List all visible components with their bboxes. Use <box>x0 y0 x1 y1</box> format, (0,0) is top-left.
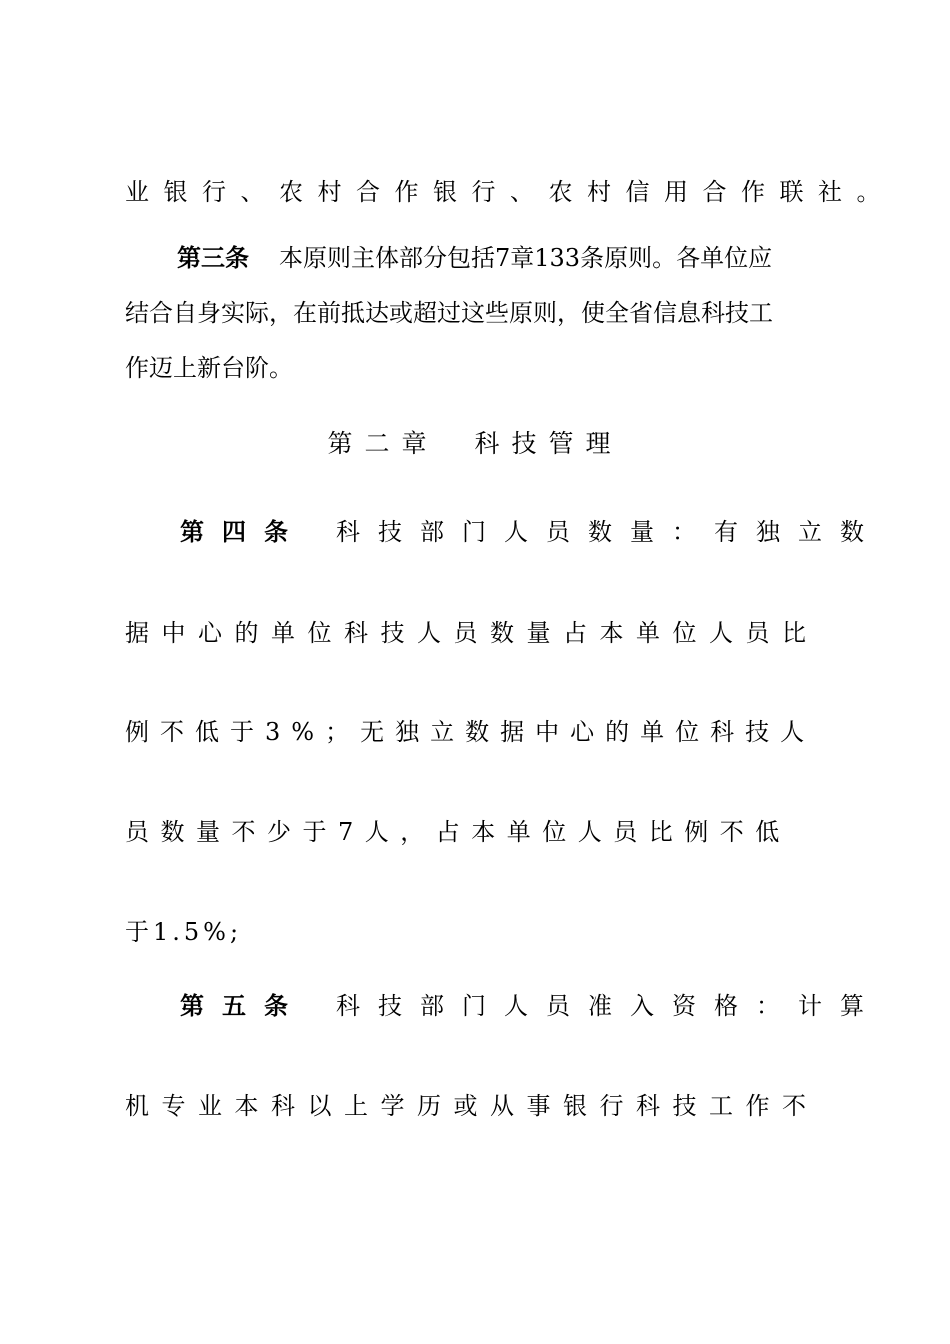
article-5-line-1 <box>180 990 882 1022</box>
article-4-label: 第四条 <box>180 517 306 546</box>
article-4-text-5: 于1.5%; <box>125 918 243 946</box>
article-5-text-2: 机专业本科以上学历或从事银行科技工作不 <box>125 1092 819 1120</box>
article-3-line-2 <box>125 297 825 329</box>
article-4-line-1 <box>180 516 882 548</box>
article-4-text-1: 科技部门人员数量：有独立数 <box>336 518 882 546</box>
article-3-text-3: 作迈上新台阶。 <box>125 354 293 382</box>
article-5-label: 第五条 <box>180 991 306 1020</box>
article-3-text-2: 结合自身实际，在前抵达或超过这些原则，使全省信息科技工 <box>125 299 773 327</box>
chapter-name: 科技管理 <box>474 429 623 458</box>
article-3-line-1 <box>177 242 827 274</box>
article-4-text-4: 员数量不少于7人，占本单位人员比例不低 <box>125 818 791 846</box>
text-line-1 <box>125 176 895 208</box>
article-4-line-3 <box>125 716 815 748</box>
article-3-line-3 <box>125 352 815 384</box>
article-4-text-3: 例不低于3%；无独立数据中心的单位科技人 <box>125 718 816 746</box>
article-3-label: 第三条 <box>177 243 249 272</box>
article-4-line-2 <box>125 617 819 649</box>
article-5-text-1: 科技部门人员准入资格：计算 <box>336 992 882 1020</box>
article-3-text-1: 本原则主体部分包括7章133条原则。各单位应 <box>279 244 773 272</box>
article-4-line-5 <box>125 916 815 948</box>
paragraph-continuation: 业银行、农村合作银行、农村信用合作联社。 <box>125 178 895 206</box>
chapter-heading <box>0 428 950 460</box>
article-5-line-2 <box>125 1090 819 1122</box>
article-4-text-2: 据中心的单位科技人员数量占本单位人员比 <box>125 619 819 647</box>
chapter-number: 第二章 <box>327 429 439 458</box>
article-4-line-4 <box>125 816 815 848</box>
